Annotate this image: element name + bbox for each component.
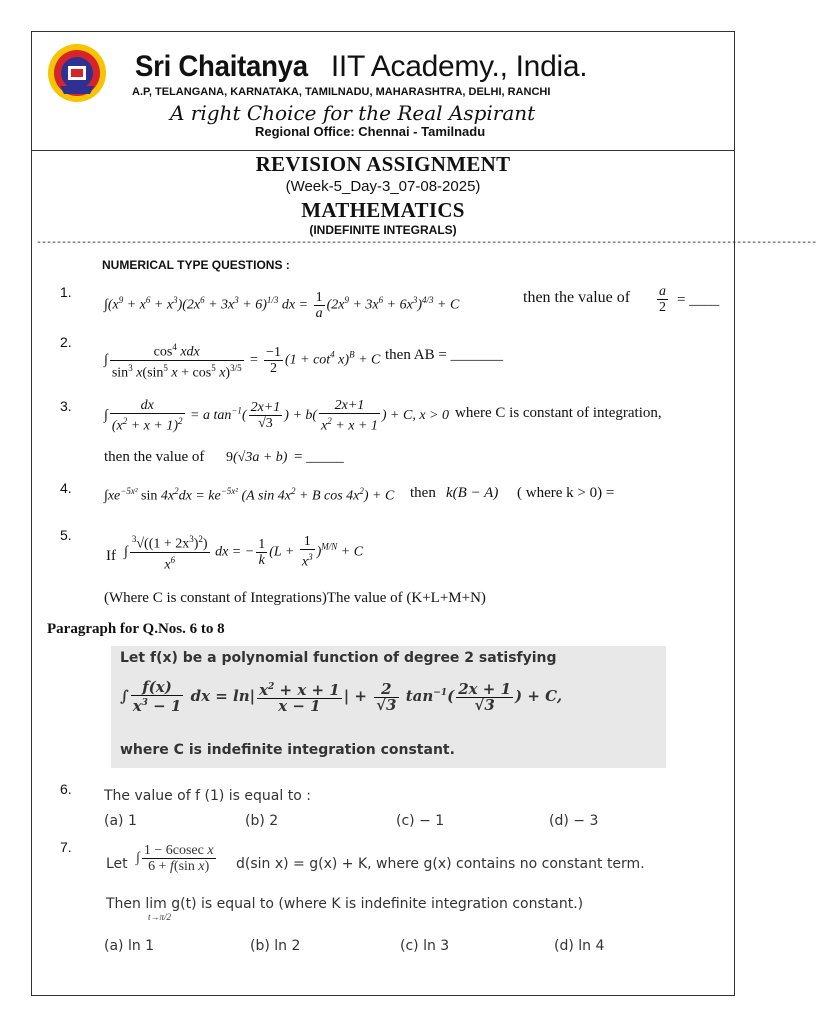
- question-4-expression: k(B − A): [446, 485, 499, 501]
- question-5-text: (Where C is constant of Integrations)The value of (K+L+M+N): [104, 590, 486, 606]
- question-6-option-c: (c) − 1: [396, 813, 445, 829]
- section-heading: NUMERICAL TYPE QUESTIONS :: [102, 258, 290, 272]
- question-7-option-a: (a) ln 1: [104, 938, 155, 954]
- question-7-text: d(sin x) = g(x) + K, where g(x) contains no constant term.: [236, 856, 645, 872]
- academy-logo-icon: [46, 42, 108, 104]
- subject-title: MATHEMATICS: [301, 198, 465, 222]
- paragraph-title: Paragraph for Q.Nos. 6 to 8: [47, 621, 225, 637]
- question-number: 1.: [60, 284, 72, 300]
- question-5-equation: ∫ $\frac{^3√((1 + 2x^3)^2)}{x^6}$ dx = − $\frac{1}{k}$ (L + $\frac{1}{x^3}$ )$^{M/N}$ + C: [124, 534, 364, 573]
- question-7-limit-subscript: t→π/2: [148, 912, 172, 922]
- question-2-text: then AB = _______: [385, 347, 504, 363]
- question-4-equation: $\int xe^{-5x^2}$ $\sin 4x^2dx = ke^{-5x^2}$ (A $\sin 4x^2 + B$ $\cos 4x^2) + C$: [104, 486, 395, 504]
- question-6-text: The value of f (1) is equal to :: [104, 788, 311, 804]
- question-3-expression: 9(√3a + b): [226, 450, 288, 465]
- question-number: 6.: [60, 781, 72, 797]
- paragraph-line-1: Let f(x) be a polynomial function of degree 2 satisfying: [120, 650, 557, 666]
- question-3-blank: = _____: [294, 449, 344, 465]
- dashed-divider: ------------------------------------------------------------------------------------------------------------------------------------------------------------: [36, 238, 816, 249]
- topic-title: (INDEFINITE INTEGRALS): [309, 223, 457, 237]
- regional-office: Regional Office: Chennai - Tamilnadu: [255, 124, 486, 139]
- question-6-option-a: (a) 1: [104, 813, 137, 829]
- question-6-option-d: (d) − 3: [549, 813, 599, 829]
- question-number: 2.: [60, 334, 72, 350]
- question-7-integral: ∫ $\frac{\text{1 − 6cosec x}}{\text{6 + f(sin x)}}$: [136, 843, 214, 874]
- question-6-option-b: (b) 2: [245, 813, 279, 829]
- question-3-text-line2: then the value of: [104, 449, 205, 465]
- question-2-equation: ∫ $\frac{\cos^4 xdx}{\sin^3 x(\sin^5 x + \cos^5 x)^{3/5}}$ = $\frac{-1}{2}$ $(1 + \cot^4 x)^B + C$: [104, 342, 381, 381]
- question-1-text: then the value of: [523, 289, 631, 306]
- paragraph-line-3: where C is indefinite integration constant.: [120, 742, 455, 758]
- question-5-prefix: If: [106, 548, 116, 564]
- question-number: 5.: [60, 527, 72, 543]
- question-number: 3.: [60, 398, 72, 414]
- states-list: A.P, TELANGANA, KARNATAKA, TAMILNADU, MAHARASHTRA, DELHI, RANCHI: [132, 86, 551, 98]
- assignment-title: REVISION ASSIGNMENT: [255, 152, 511, 176]
- question-7-option-c: (c) ln 3: [400, 938, 450, 954]
- brand-name: Sri Chaitanya IIT Academy., India.: [135, 50, 588, 83]
- paragraph-scan: [111, 646, 666, 768]
- question-7-option-d: (d) ln 4: [554, 938, 605, 954]
- question-number: 4.: [60, 480, 72, 496]
- question-4-text: then: [410, 485, 436, 501]
- question-1-fraction: $\frac{a}{2}$: [659, 284, 666, 315]
- tagline: A right Choice for the Real Aspirant: [170, 101, 536, 125]
- paragraph-equation: ∫ $\frac{f(x)}{x^3 - 1}$ dx = ln| $\frac{x^2 + x + 1}{x - 1}$ | + $\frac{2}{√3}$ $\tan^{-1}$( $\frac{2x + 1}{√3}$ ) + C,: [120, 678, 563, 715]
- question-7-option-b: (b) ln 2: [250, 938, 301, 954]
- question-3-text: where C is constant of integration,: [455, 405, 662, 421]
- question-7-let: Let: [106, 856, 128, 872]
- question-1-equation: $\int(x^9 + x^6 + x^3)(2x^6 + 3x^3 + 6)^{1/3}$ dx = $\frac{1}{a}$ $(2x^9 + 3x^6 + 6x^3)^{4/3} + C$: [104, 290, 460, 321]
- week-label: (Week-5_Day-3_07-08-2025): [285, 178, 481, 195]
- question-3-equation: ∫ $\frac{dx}{(x^2 + x + 1)^2}$ = a $\tan^{-1}$( $\frac{2x+1}{√3}$ ) + b( $\frac{2x+1}{x^2 + x + 1}$ ) + C, x > 0: [104, 398, 449, 434]
- header-divider: [31, 150, 735, 151]
- question-4-text-2: ( where k > 0) =: [517, 485, 615, 501]
- question-1-blank: = ____: [677, 292, 720, 308]
- question-number: 7.: [60, 839, 72, 855]
- question-7-limit-text: Then lim g(t) is equal to (where K is indefinite integration constant.): [106, 896, 584, 912]
